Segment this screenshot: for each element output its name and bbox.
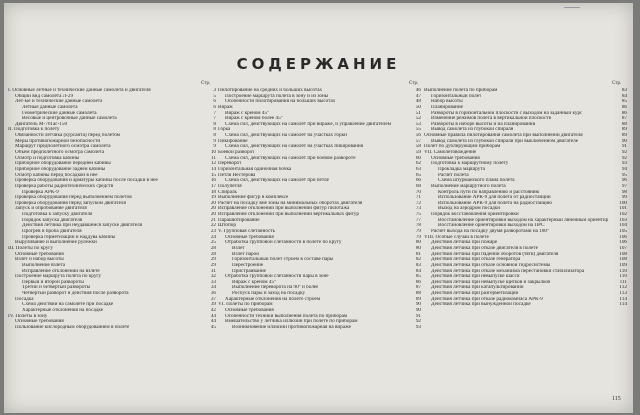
toc-entry-page: 71	[415, 195, 421, 201]
toc-entry-title: Действия летчика при невыпуске шасси	[431, 274, 520, 280]
toc-entry-page: 86	[621, 110, 627, 116]
toc-entry-title: Вывод самолета из глубокой спирали	[431, 127, 514, 133]
toc-entry-title: Отработка групповой слетанности пары в зоне	[225, 274, 329, 280]
toc-entry-page: 97	[621, 183, 627, 189]
toc-entry-page: 91	[621, 144, 627, 150]
toc-entry-title: Петля Нестерова	[218, 172, 256, 178]
toc-entry-title: Парашютирование	[218, 217, 260, 223]
toc-entry-title: Четвертый разворот и действия после разворота	[22, 291, 129, 297]
toc-entry-page: 65	[415, 172, 421, 178]
toc-entry-title: VII. Самолетовождение	[424, 150, 477, 156]
toc-entry-title: Характерные отклонения на посадке	[22, 307, 104, 313]
toc-entry-page: 9	[213, 138, 216, 144]
toc-entry-page: 37	[210, 296, 216, 302]
toc-entry-page: 77	[415, 217, 421, 223]
toc-entry-page: 5	[213, 93, 216, 99]
toc-entry-page: 29	[210, 257, 216, 263]
toc-entry-page: 78	[415, 223, 421, 229]
toc-entry-title: Действия летчика при невыпуске щитков и закрылков	[431, 279, 551, 285]
toc-entry-page: 22	[210, 223, 216, 229]
toc-entry-page: 87	[621, 116, 627, 122]
toc-entry-title: Посадка	[15, 296, 34, 302]
toc-entry-page: 7	[213, 110, 216, 116]
toc-entry-title: Вмешательство у летчика иллюзий при полете по приборам	[225, 319, 358, 325]
toc-entry-page: 68	[415, 183, 421, 189]
toc-entry-title: Приборное оборудование задней кабины	[15, 166, 106, 172]
toc-entry-page: 90	[415, 307, 421, 313]
toc-entry-page: 17	[210, 183, 216, 189]
toc-entry-page: 12	[210, 161, 216, 167]
toc-entry-page: 110	[619, 268, 627, 274]
toc-entry-page: 6	[213, 99, 216, 105]
toc-entry-title: Выполнение переворота на 90° и более	[232, 285, 319, 291]
toc-entry-title: Маршрут предполетного осмотра самолета	[15, 144, 111, 150]
toc-entry-title: Подготовка к маршрутному полету	[431, 161, 509, 167]
toc-entry-page: 31	[210, 268, 216, 274]
toc-entry-title: Схема сил, действующих на самолет при петле	[225, 178, 329, 184]
toc-entry-page: 89	[415, 296, 421, 302]
toc-entry-title: Характерные отклонения на полете строем	[225, 296, 321, 302]
toc-entry-title: Взлет и набор высоты	[15, 257, 64, 263]
toc-entry-page: 33	[210, 279, 216, 285]
toc-entry-title: Пикирование	[218, 138, 248, 144]
toc-entry-title: Набор высоты	[431, 99, 463, 105]
toc-entry-page: 85	[415, 274, 421, 280]
toc-entry-title: Развороты в горизонтальной плоскости с выходом на заданный курс	[431, 110, 583, 116]
toc-entry-title: Действия летчика при разгерметизации	[431, 291, 519, 297]
toc-entry-page: 21	[210, 217, 216, 223]
toc-entry-title: Выруливание и выполнение рулежки	[15, 240, 97, 246]
toc-entry-title: Роспуск пары и заход на посадку	[232, 291, 306, 297]
toc-entry-page: 60	[415, 155, 421, 161]
toc-entry-title: Проверка оборудования перед запуском двигателя	[15, 200, 126, 206]
toc-entry-title: Весовые и центровочные данные самолета	[22, 116, 117, 122]
toc-entry-title: Первый и второй развороты	[22, 279, 84, 285]
toc-entry-title: Летные данные самолета	[22, 104, 78, 110]
toc-entry-title: Основные требования	[225, 307, 274, 313]
toc-entry-page: 72	[415, 200, 421, 206]
toc-entry-title: Вираж с креном более 45°	[225, 116, 283, 122]
toc-entry-page: 84	[621, 93, 627, 99]
toc-entry-page: 89	[621, 127, 627, 133]
toc-entry-title: Действия летчика при отказе генератора	[431, 257, 521, 263]
toc-entry-page: 23	[210, 229, 216, 235]
toc-entry-page: 96	[621, 178, 627, 184]
toc-entry-page: 83	[621, 88, 627, 93]
toc-entry-page: 29	[210, 262, 216, 268]
toc-entry-title: Подготовка к запуску двигателя	[22, 212, 93, 218]
toc-entry-title: Действия летчика при катапультировании	[431, 285, 524, 291]
toc-entry-page: 102	[619, 212, 627, 218]
toc-entry-page: 112	[619, 285, 627, 291]
toc-entry-page: 9	[213, 144, 216, 150]
toc-entry-page: 34	[210, 285, 216, 291]
toc-entry-page: 48	[415, 99, 421, 105]
toc-entry-page: 10	[210, 150, 216, 156]
toc-entry-page: 103	[619, 217, 627, 223]
toc-entry-title: Расчет полета	[438, 172, 469, 178]
toc-entry-page: 92	[621, 155, 627, 161]
toc-column-1	[8, 88, 216, 331]
toc-entry-title: Лет-ые и технические данные самолета	[15, 99, 103, 105]
toc-entry-title: IV. Полеты в зону	[8, 313, 48, 319]
toc-entry-title: Выполнение взлета	[22, 262, 66, 268]
toc-entry-title: Взлет	[232, 245, 245, 251]
toc-entry-page: 105	[619, 229, 627, 235]
toc-entry-title: Переворот	[218, 161, 242, 167]
toc-entry-title: Прогрев и проба двигателя	[22, 229, 82, 235]
toc-entry-page: 83	[415, 262, 421, 268]
toc-entry-page: 93	[621, 161, 627, 167]
toc-entry-title: Вираж с креном 45°	[225, 110, 270, 116]
toc-entry-title: Боевой разворот	[218, 150, 255, 156]
toc-entry-page: 8	[213, 121, 216, 127]
toc-entry-page: 15	[210, 172, 216, 178]
toc-entry-page: 19	[210, 195, 216, 201]
toc-entry-title: Использование АРК-9 для полета от радиостанции	[438, 195, 551, 201]
toc-entry-page: 32	[210, 274, 216, 280]
toc-entry-title: Схема штурманского плана полета	[438, 178, 515, 184]
page-column-header-1: Стр.	[201, 81, 211, 86]
toc-entry-title: Схема сил, действующих на самолет при боевом развороте	[225, 155, 356, 161]
toc-entry-page: 95	[621, 172, 627, 178]
toc-entry-page: 39	[210, 302, 216, 308]
toc-entry-title: Развороты в наборе высоты и на планировании	[431, 121, 536, 127]
toc-entry-page: 11	[211, 155, 216, 161]
toc-entry-page: 66	[415, 178, 421, 184]
toc-entry-title: Прокладка маршрута	[438, 166, 485, 172]
toc-entry-page: 14	[210, 166, 216, 172]
toc-entry-page: 45	[210, 324, 216, 330]
toc-entry-page: 51	[415, 110, 421, 116]
toc-entry-title: Действия летчика при отказе радиокомпаса АРК-9	[431, 296, 543, 302]
toc-entry-title: Возникновение иллюзий противопожарная на вираже	[232, 324, 351, 330]
page-edge-mark	[564, 7, 580, 13]
toc-entry-page: 70	[415, 189, 421, 195]
toc-entry-page: 16	[210, 178, 216, 184]
toc-entry-title: Штопор	[218, 223, 236, 229]
toc-entry-page: 106	[619, 234, 627, 240]
toc-entry-page: 58	[415, 144, 421, 150]
toc-entry-title: Основные требования	[225, 234, 274, 240]
toc-entry-title: Исправление отклонений при выполнении фигур пилотажа	[218, 206, 350, 212]
toc-entry-page: 55	[415, 127, 421, 133]
toc-entry-page: 109	[619, 262, 627, 268]
toc-entry-title: Вывод самолета из глубокой спирали при выключенном двигателе	[431, 138, 579, 144]
toc-entry-title: Запуск и опробование двигателя	[15, 206, 87, 212]
toc-entry-title: Пользование кислородным оборудованием в полете	[15, 324, 130, 330]
toc-entry-page: 57	[415, 138, 421, 144]
toc-entry-title: Основные требования	[15, 251, 64, 257]
toc-entry-page: 24	[210, 234, 216, 240]
toc-entry-page: 108	[619, 257, 627, 263]
toc-entry-title: Спираль	[218, 189, 237, 195]
page-number: 115	[612, 396, 621, 402]
toc-entry-page: 20	[210, 206, 216, 212]
toc-entry-page: 114	[619, 302, 627, 308]
toc-entry-page: 90	[621, 138, 627, 144]
toc-entry-page: 56	[415, 133, 421, 139]
page-column-header-2: Стр.	[409, 81, 419, 86]
toc-entry-page: 44	[210, 319, 216, 325]
toc-entry-page: 52	[415, 116, 421, 122]
toc-entry-title: Расчет выхода на посадку двумя разворотами на 180°	[431, 229, 550, 235]
toc-entry-page: 6	[213, 104, 216, 110]
toc-entry-page: 20	[210, 200, 216, 206]
toc-entry-page: 87	[415, 285, 421, 291]
toc-entry-page: 47	[415, 93, 421, 99]
toc-entry-title: Меры противопожарной безопасности	[15, 138, 101, 144]
toc-entry-title: Схема сил, действующих на самолет на участках пикирования	[225, 144, 364, 150]
toc-entry-title: Особенности пилотирования на больших высотах	[225, 99, 336, 105]
toc-entry-page: 75	[415, 212, 421, 218]
toc-entry-page: 62	[415, 161, 421, 167]
page-title: СОДЕРЖАНИЕ	[236, 55, 401, 73]
toc-entry-title: Приборное оборудование передней кабины	[15, 161, 111, 167]
toc-entry-page: 59	[415, 150, 421, 156]
toc-entry-page: 7	[213, 116, 216, 122]
toc-entry-page: 99	[621, 195, 627, 201]
toc-entry	[218, 325, 421, 331]
toc-entry-title: Осмотр кабины перед посадкой в нее	[15, 172, 98, 178]
book-page	[4, 3, 633, 413]
toc-entry-page: 20	[210, 212, 216, 218]
toc-entry-page: 93	[415, 324, 421, 330]
toc-entry-page: 8	[213, 127, 216, 133]
toc-entry-title: Вираж	[218, 104, 233, 110]
toc-entry-page: 111	[619, 279, 627, 285]
toc-entry-title: Полет по дублирующим приборам	[424, 144, 501, 150]
toc-entry-page: 108	[619, 251, 627, 257]
toc-entry-title: Основные требования	[15, 319, 64, 325]
toc-entry-page: 106	[619, 240, 627, 246]
toc-entry-page: 3	[213, 88, 216, 93]
toc-entry-page: 104	[619, 223, 627, 229]
toc-entry-title: Действия летчика при отказе механизма перестановки стабилизатора	[431, 268, 585, 274]
toc-entry	[424, 302, 627, 308]
toc-entry-page: 25	[210, 240, 216, 246]
toc-entry-title: Действия летчика при отказе основной гидросистемы	[431, 262, 551, 268]
toc-entry-title: I. Основные летные и технические данные самолета и двигателя	[8, 88, 151, 93]
toc-entry-title: Действия летчика при неудавшемся запуске двигателя	[22, 223, 143, 229]
toc-entry-title: Объем предполетного осмотра самолета	[15, 150, 105, 156]
toc-entry-page: 110	[619, 274, 627, 280]
toc-entry-page: 98	[621, 189, 627, 195]
toc-entry-title: Действия летчика при отказе двигателя в полете	[431, 245, 538, 251]
toc-entry-title: Третий и четвертый развороты	[22, 285, 91, 291]
toc-entry-page: 100	[619, 200, 627, 206]
toc-entry	[8, 325, 216, 331]
toc-entry-page: 86	[621, 104, 627, 110]
toc-entry-title: V. Групповая слетанность	[218, 229, 276, 235]
toc-entry-title: Действия летчика при падении оборотов (тяги) двигателя	[431, 251, 559, 257]
toc-entry-title: Пристраивание	[232, 268, 266, 274]
toc-entry-page: 8	[213, 133, 216, 139]
toc-entry-title: Проверка оборудования и арматуры кабины после посадки в нее	[15, 178, 158, 184]
toc-entry-title: Особенности техники выполнения полета по приборам	[225, 313, 348, 319]
toc-column-3	[424, 88, 627, 308]
toc-entry-title: Проверка оборудования перед выполнением полетов	[15, 195, 132, 201]
toc-entry-page: 63	[415, 166, 421, 172]
toc-entry-title: VI. Полеты по приборам	[218, 302, 273, 308]
toc-entry-page: 101	[619, 206, 627, 212]
toc-entry-title: Вираж с креном 45°	[232, 279, 277, 285]
toc-entry-title: Порядок восстановления ориентировки	[431, 212, 519, 218]
toc-entry-page: 88	[415, 291, 421, 297]
toc-column-2	[218, 88, 421, 331]
toc-entry-page: 113	[619, 291, 627, 297]
toc-entry-page: 28	[210, 245, 216, 251]
toc-entry-page: 84	[415, 268, 421, 274]
toc-entry-title: Основные правила пилотирования самолета при выполнении двигателя	[424, 133, 583, 139]
toc-entry-title: Проверка герметизации и наддува кабины	[22, 234, 116, 240]
toc-entry-page: 28	[210, 251, 216, 257]
toc-entry-title: Полупетля	[218, 183, 242, 189]
toc-entry-title: Горизонтальный полет строем в составе пары	[232, 257, 334, 263]
toc-entry-page: 88	[621, 121, 627, 127]
toc-entry-page: 107	[619, 245, 627, 251]
toc-entry-title: Взлет парой	[232, 251, 260, 257]
toc-entry-title: Горизонтальная одиночная бочка	[218, 166, 292, 172]
toc-entry-title: Построение маршрута полета по кругу	[15, 274, 102, 280]
toc-entry-title: Выход на аэродром посадки	[438, 206, 501, 212]
toc-entry-page: 92	[621, 150, 627, 156]
toc-entry-page: 86	[415, 279, 421, 285]
toc-entry-page: 36	[210, 291, 216, 297]
toc-entry-title: Двигатель М-701ас-150	[15, 121, 68, 127]
toc-entry-title: Выполнение маршрутного полета	[431, 183, 506, 189]
toc-entry-title: Действия летчика при вынужденной посадке	[431, 302, 531, 308]
toc-entry-page: 73	[415, 206, 421, 212]
toc-entry-title: Обязанности летчика (курсанта) перед полетом	[15, 133, 120, 139]
toc-entry-title: Порядок запуска двигателя	[22, 217, 83, 223]
toc-entry-page: 79	[415, 234, 421, 240]
toc-entry-title: Построение маршрута полета в зону и из зоны	[225, 93, 329, 99]
toc-entry-title: Контроль пути по направлению и расстоянию	[438, 189, 540, 195]
toc-entry-title: Восстановление ориентировки выходом на характерный линейный ориентир	[438, 217, 609, 223]
toc-entry-page: 82	[415, 257, 421, 263]
toc-entry-page: 50	[415, 104, 421, 110]
toc-entry-title: Проверка АРК-9	[22, 189, 59, 195]
toc-entry-title: Схема сил, действующих на самолет на участках горки	[225, 133, 347, 139]
toc-entry-page: 114	[619, 296, 627, 302]
toc-entry-title: Исправление отклонений при выполнении вертикальных фигур	[218, 212, 359, 218]
toc-entry-page: 42	[210, 307, 216, 313]
toc-entry-title: Изменение режимов полета в вертикальной плоскости	[431, 116, 552, 122]
toc-entry-page: 92	[415, 319, 421, 325]
toc-entry-page: 85	[621, 99, 627, 105]
toc-entry-title: Использование АРК-9 для полета на радиостанцию	[438, 200, 553, 206]
toc-entry-title: Геометрические данные самолета	[22, 110, 97, 116]
toc-entry-page: 18	[210, 189, 216, 195]
toc-entry-page: 90	[415, 302, 421, 308]
page-column-header-3: Стр.	[612, 81, 622, 86]
toc-entry-page: 80	[415, 240, 421, 246]
toc-entry-page: 79	[415, 229, 421, 235]
toc-entry-title: Схема сил, действующих на самолет при вираже, и управление двигателем	[225, 121, 391, 127]
toc-entry-title: Восстановление ориентировки выходом на ПРС	[438, 223, 545, 229]
toc-entry-title: Пилотирование на средних и больших высотах	[218, 88, 323, 93]
toc-entry-page: 44	[210, 313, 216, 319]
toc-entry-page: 80	[415, 245, 421, 251]
toc-entry-title: Планирование	[431, 104, 463, 110]
toc-entry-title: Основные требования	[431, 155, 480, 161]
toc-entry-title: Общий вид самолета Л-29	[15, 93, 74, 99]
toc-entry-title: Перестроение	[232, 262, 264, 268]
toc-entry-title: Горизонтальный полет	[431, 93, 482, 99]
toc-entry-title: Схема действий на самолете при посадке	[22, 302, 114, 308]
toc-entry-title: Отработка групповой слетанности в полете по кругу	[225, 240, 342, 246]
toc-entry-title: Выполнение полета по приборам	[424, 88, 498, 93]
toc-entry-title: VIII. Особые случаи в полете	[424, 234, 489, 240]
toc-entry-title: Действия летчика при пожаре	[431, 240, 498, 246]
toc-entry-page: 94	[621, 166, 627, 172]
toc-entry-page: 81	[415, 251, 421, 257]
toc-entry-page: 53	[415, 121, 421, 127]
toc-entry-title: Проверка работы радиотехнических средств	[15, 183, 114, 189]
toc-entry-title: Осмотр и подготовка кабины	[15, 155, 80, 161]
toc-entry-title: Горка	[218, 127, 231, 133]
toc-entry-title: Исправление отклонений на взлете	[22, 268, 100, 274]
toc-entry-title: III. Полеты по кругу	[8, 245, 54, 251]
toc-entry-page: 89	[621, 133, 627, 139]
toc-entry-page: 91	[415, 313, 421, 319]
toc-entry-title: Расчет на посадку вне зоны на минимальных оборотах двигателя	[218, 200, 363, 206]
toc-entry-page: 46	[415, 88, 421, 93]
toc-entry-title: II. Подготовка к полету	[8, 127, 60, 133]
toc-entry-title: Выполнение фигур в комплексе	[218, 195, 289, 201]
